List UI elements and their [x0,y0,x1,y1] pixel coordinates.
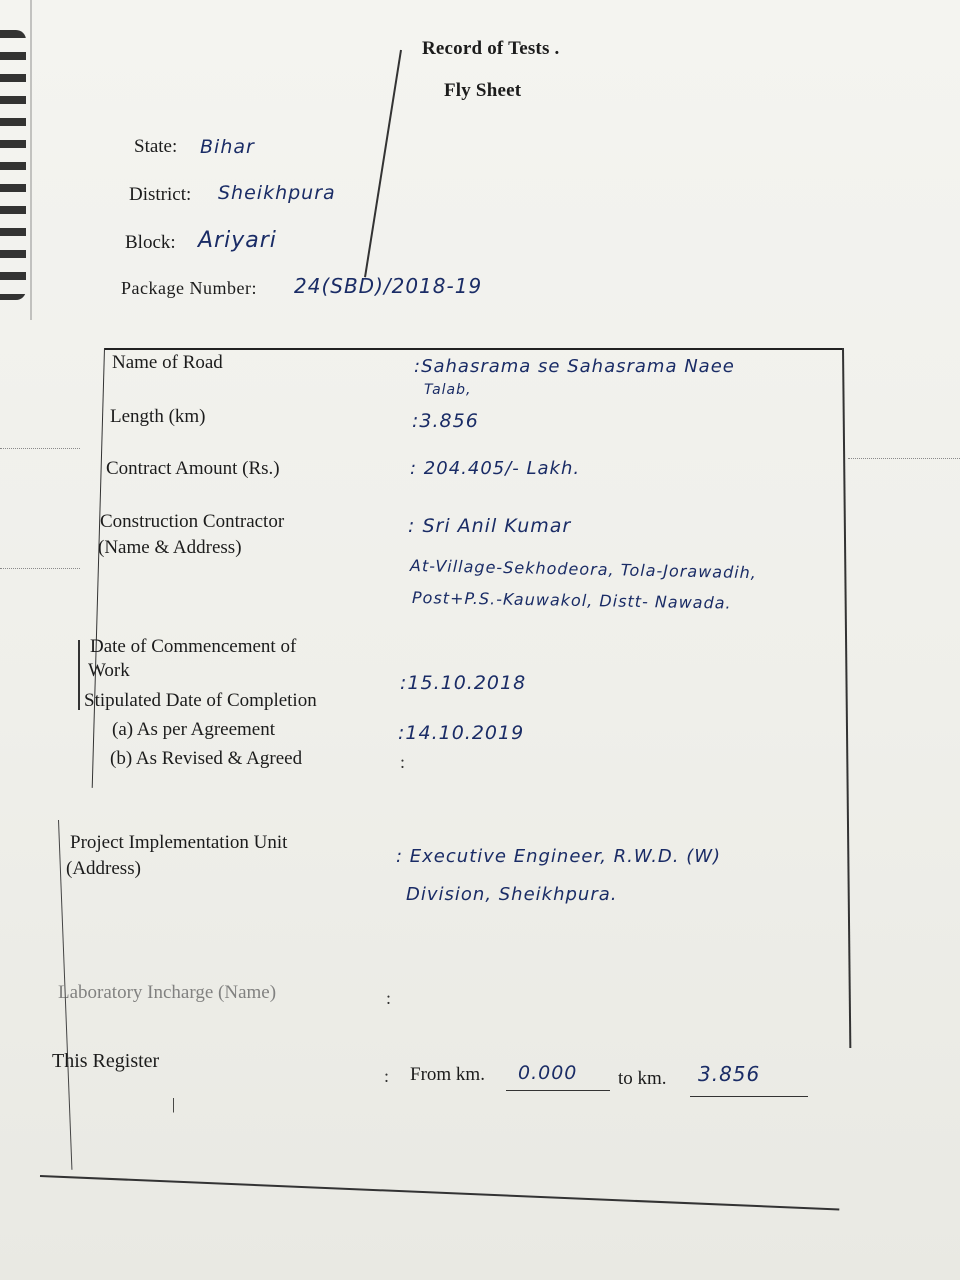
commencement-date: :15.10.2018 [400,672,527,694]
dotted-leader [0,448,80,449]
lab-incharge-label: Laboratory Incharge (Name) [58,982,277,1003]
road-label: Name of Road [112,352,223,373]
piu-address-1: : Executive Engineer, R.W.D. (W) [396,846,722,867]
block-value: Ariyari [198,228,277,253]
agreement-label: (a) As per Agreement [112,719,276,740]
agreement-date: :14.10.2019 [398,722,525,744]
contractor-address-1: At-Village-Sekhodeora, Tola-Jorawadih, [409,556,758,583]
contract-amount-value: : 204.405/- Lakh. [410,458,581,479]
table-border-right [842,348,851,1048]
package-label: Package Number: [121,278,257,298]
table-border-left-mid [78,640,80,710]
contractor-name: : Sri Anil Kumar [408,515,572,537]
district-label: District: [129,184,192,205]
length-label: Length (km) [110,406,206,427]
piu-label: Project Implementation Unit [70,832,288,853]
from-km-value: 0.000 [518,1062,578,1084]
register-colon: : [384,1066,390,1086]
table-border-top [104,348,842,350]
contract-amount-label: Contract Amount (Rs.) [106,458,280,479]
piu-address-2: Division, Sheikhpura. [406,884,618,905]
from-km-label: From km. [410,1064,485,1085]
state-value: Bihar [200,136,255,158]
contractor-sublabel: (Name & Address) [98,537,242,558]
road-value: :Sahasrama se Sahasrama Naee [414,356,735,377]
contractor-address-2: Post+P.S.-Kauwakol, Distt- Nawada. [411,588,732,613]
page-subtitle: Fly Sheet [444,80,522,101]
road-value-cont: Talab, [424,382,472,398]
pen-mark: | [172,1096,176,1113]
to-km-label: to km. [618,1068,667,1089]
lab-incharge-colon: : [386,988,392,1008]
completion-label: Stipulated Date of Completion [84,690,317,711]
piu-sublabel: (Address) [66,858,141,879]
to-km-value: 3.856 [698,1062,761,1086]
commencement-label: Date of Commencement of [90,636,297,657]
package-value: 24(SBD)/2018-19 [294,274,483,298]
from-km-underline [506,1090,610,1091]
dotted-leader [0,568,80,569]
table-border-left [92,348,105,788]
spiral-binding [0,30,26,300]
page-edge-line [30,0,32,320]
register-label: This Register [52,1050,160,1072]
dotted-leader [848,458,960,459]
revised-colon: : [400,752,406,772]
state-label: State: [134,136,178,157]
district-value: Sheikhpura [218,182,336,204]
block-label: Block: [125,232,176,253]
pen-stroke [364,50,402,277]
page-title: Record of Tests . [422,38,560,59]
revised-label: (b) As Revised & Agreed [110,748,303,769]
length-value: :3.856 [412,410,479,432]
table-border-bottom [40,1175,839,1210]
commencement-label-cont: Work [88,660,130,681]
to-km-underline [690,1096,808,1097]
contractor-label: Construction Contractor [100,511,285,532]
